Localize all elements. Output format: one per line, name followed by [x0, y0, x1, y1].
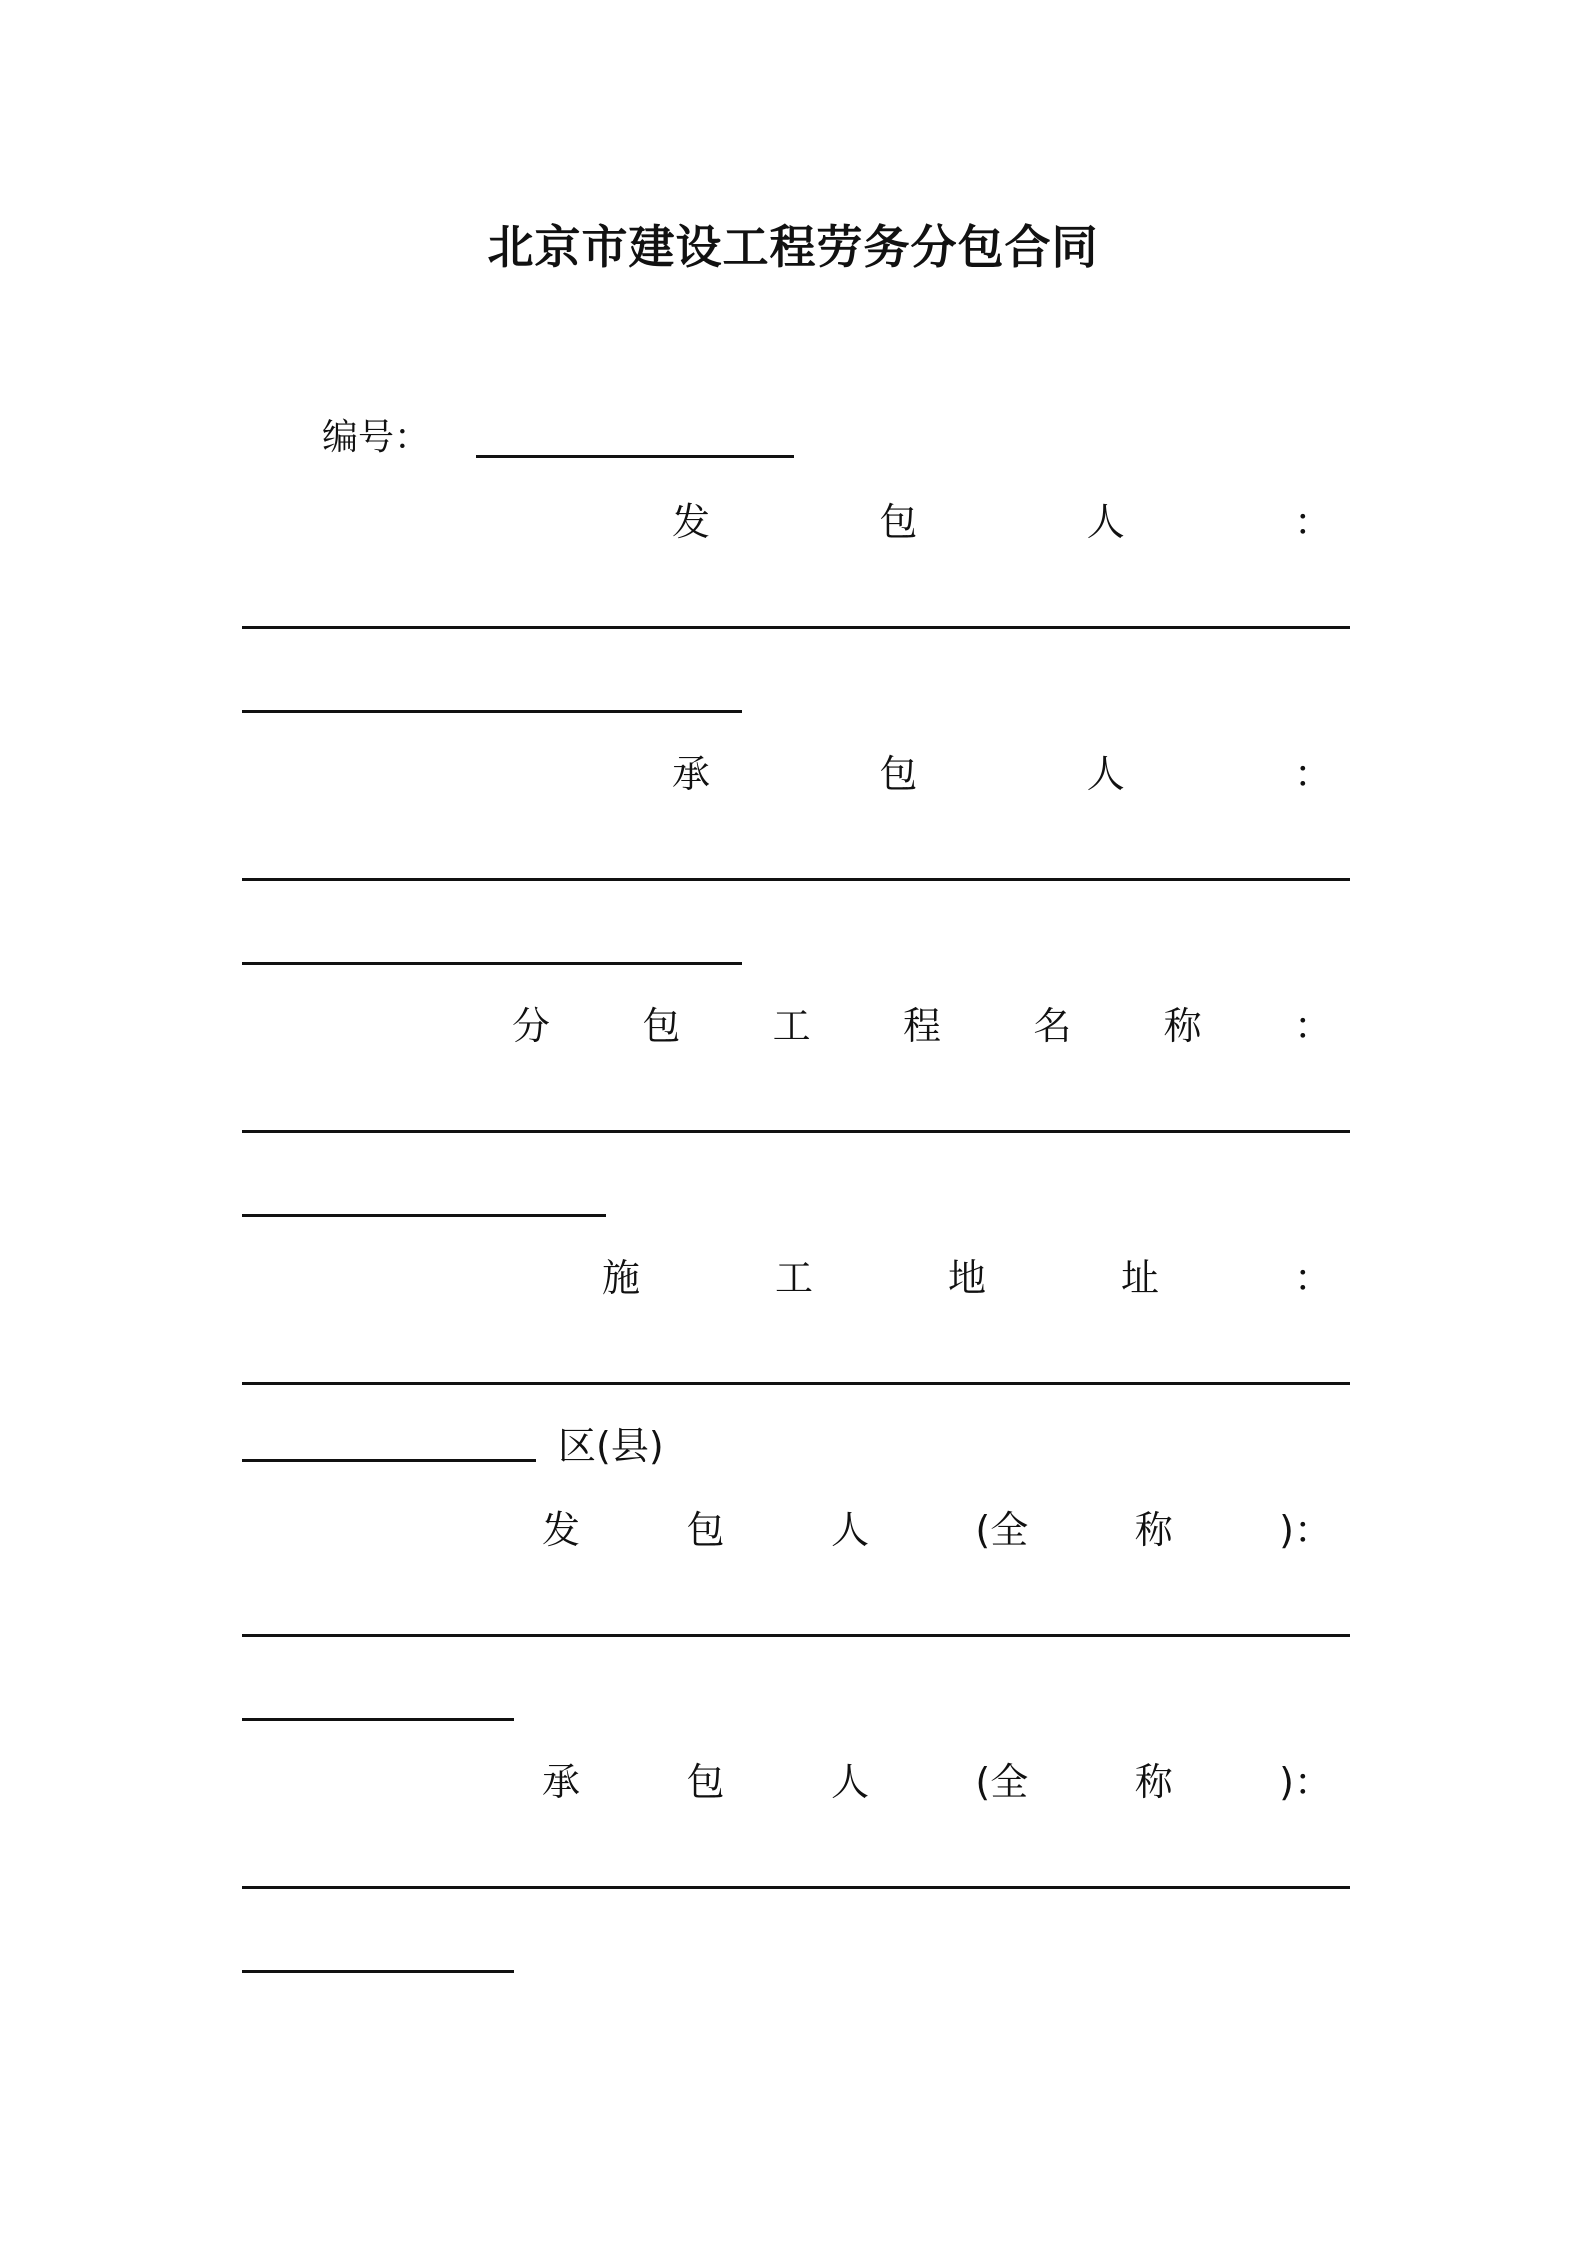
address-district-suffix: 区(县) [558, 1424, 664, 1468]
field-label-char: 包 [879, 500, 918, 544]
field-label-char: ： [1293, 500, 1332, 544]
blank-line [242, 1382, 1350, 1385]
field-label-char: 承 [542, 1760, 581, 1804]
blank-line [242, 1886, 1350, 1889]
field-label-char: ： [1293, 1256, 1332, 1300]
field-label-char: 人 [1086, 752, 1125, 796]
field-label-char: 称 [1163, 1004, 1202, 1048]
blank-line [242, 1970, 514, 1973]
field-label-char: ： [1293, 1004, 1332, 1048]
serial-number-blank [476, 455, 794, 458]
field-label-char: 名 [1033, 1004, 1072, 1048]
field-label-char: 施 [602, 1256, 641, 1300]
blank-line [242, 710, 742, 713]
field-label-char: 人 [830, 1760, 869, 1804]
field-label-char: 承 [672, 752, 711, 796]
field-label-char: 包 [642, 1004, 681, 1048]
field-label-char: 发 [672, 500, 711, 544]
blank-line [242, 878, 1350, 881]
field-label-char: (全 [975, 1508, 1029, 1552]
field-label-char: 发 [542, 1508, 581, 1552]
field-label-char: ： [1293, 752, 1332, 796]
field-label-char: 程 [902, 1004, 941, 1048]
field-label-char: 分 [512, 1004, 551, 1048]
blank-line [242, 962, 742, 965]
field-label-project-name [512, 996, 1332, 1056]
field-label-contractor-receiver [672, 744, 1332, 804]
serial-number-label: 编号： [322, 417, 431, 458]
field-label-char: 称 [1134, 1508, 1173, 1552]
field-label-char: 地 [947, 1256, 986, 1300]
address-suffix-row [242, 1416, 664, 1476]
field-label-char: (全 [975, 1760, 1029, 1804]
blank-line [242, 1634, 1350, 1637]
document-title: 北京市建设工程劳务分包合同 [487, 220, 1099, 274]
field-label-char: 人 [1086, 500, 1125, 544]
blank-line [242, 1718, 514, 1721]
field-label-char: 包 [879, 752, 918, 796]
field-label-char: 址 [1120, 1256, 1159, 1300]
field-label-char: 包 [686, 1760, 725, 1804]
field-label-char: 工 [772, 1004, 811, 1048]
field-label-char: 人 [830, 1508, 869, 1552]
field-label-char: 称 [1134, 1760, 1173, 1804]
blank-line [242, 626, 1350, 629]
field-label-issuer-full-name [542, 1500, 1332, 1560]
field-label-char: )： [1279, 1508, 1332, 1552]
address-district-blank [242, 1459, 536, 1462]
field-label-contractor-issuer [672, 492, 1332, 552]
field-label-char: )： [1279, 1760, 1332, 1804]
blank-line [242, 1130, 1350, 1133]
field-label-construction-address [602, 1248, 1332, 1308]
serial-number-row [322, 408, 794, 468]
blank-line [242, 1214, 606, 1217]
field-label-char: 工 [774, 1256, 813, 1300]
field-label-receiver-full-name [542, 1752, 1332, 1812]
field-label-char: 包 [686, 1508, 725, 1552]
